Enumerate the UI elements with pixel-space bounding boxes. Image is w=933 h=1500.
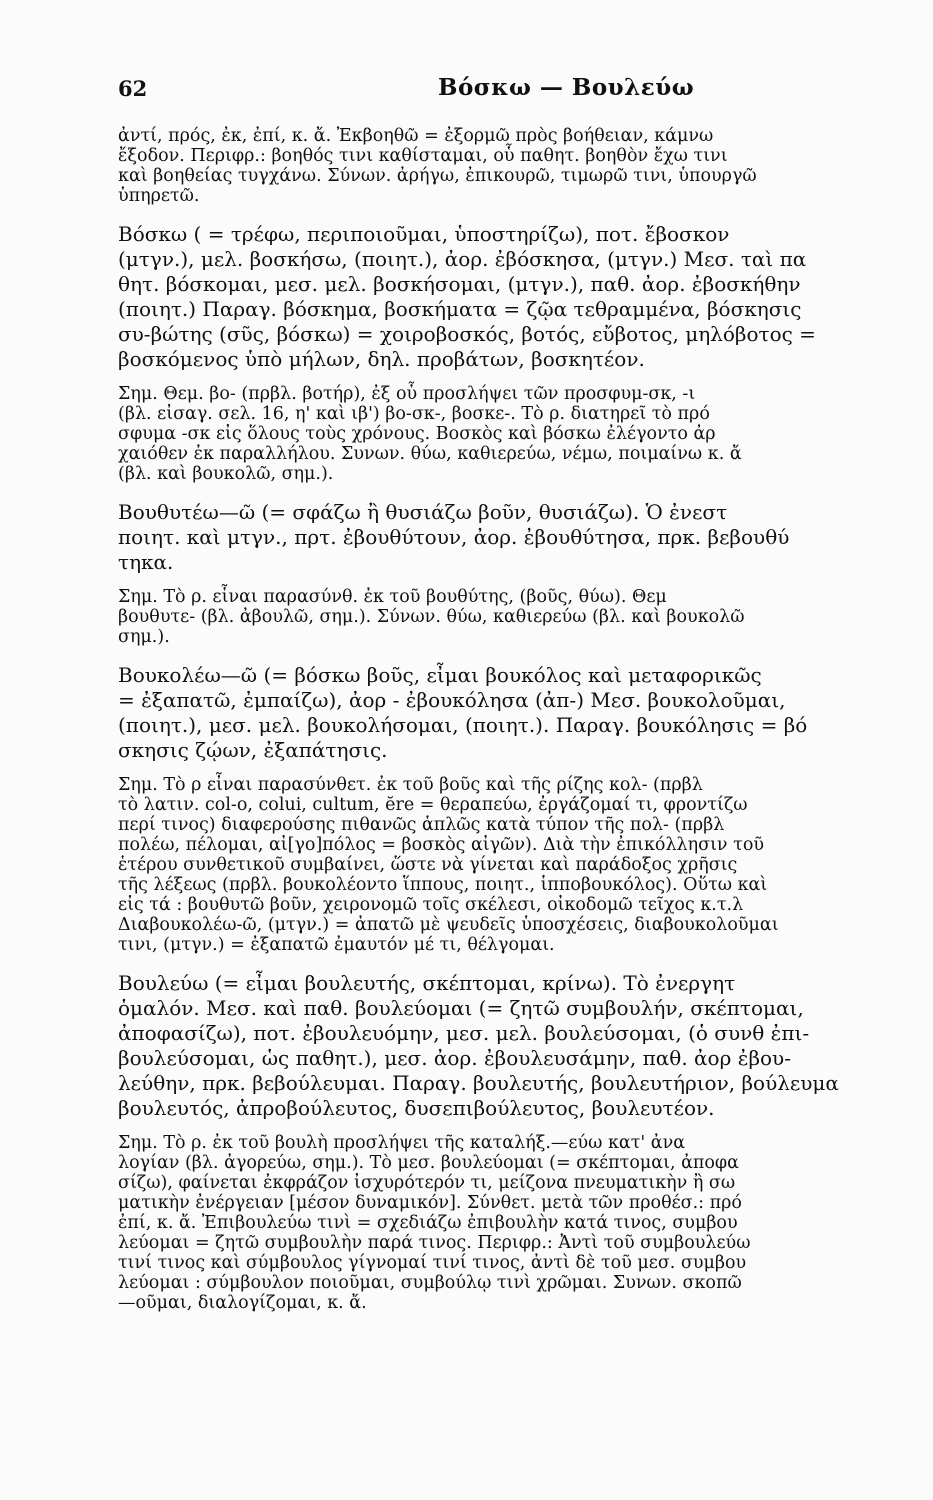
entry-note — [118, 126, 933, 206]
text-line: Βουθυτέω—ῶ (= σφάζω ἢ θυσιάζω βοῦν, θυσιάζω). Ὁ ἐνεστ — [118, 500, 728, 524]
text-line: βουλευτός, ἀπροβούλευτος, δυσεπιβούλευτος, βουλευτέον. — [118, 1096, 715, 1120]
spacer — [118, 484, 933, 500]
text-line: ὑπηρετῶ. — [118, 186, 200, 206]
text-line: λεύομαι : σύμβουλον ποιοῦμαι, συμβούλῳ τινὶ χρῶμαι. Συνων. σκοπῶ — [118, 1273, 742, 1293]
text-line: σφυμα -σκ εἰς ὅλους τοὺς χρόνους. Βοσκὸς καὶ βόσκω ἐλέγοντο ἀρ — [118, 424, 716, 444]
text-line: Βουλεύω (= εἶμαι βουλευτής, σκέπτομαι, κρίνω). Τὸ ἐνεργητ — [118, 971, 736, 995]
text-line: Σημ. Τὸ ρ εἶναι παρασύνθετ. ἐκ τοῦ βοῦς καὶ τῆς ρίζης κολ- (πρβλ — [118, 775, 703, 795]
text-line: τινι, (μτγν.) = ἐξαπατῶ ἐμαυτόν μέ τι, θέλγομαι. — [118, 935, 555, 955]
text-line: τινί τινος καὶ σύμβουλος γίγνομαί τινί τινος, ἀντὶ δὲ τοῦ μεσ. συμβου — [118, 1253, 747, 1273]
text-line: καὶ βοηθείας τυγχάνω. Σύνων. ἀρήγω, ἐπικουρῶ, τιμωρῶ τινι, ὑπουργῶ — [118, 166, 757, 186]
text-line: λεύθην, πρκ. βεβούλευμαι. Παραγ. βουλευτής, βουλευτήριον, βούλευμα — [118, 1071, 839, 1095]
text-line: τὸ λατιν. col-o, colui, cultum, ĕre = θεραπεύω, ἐργάζομαί τι, φροντίζω — [118, 795, 748, 815]
spacer — [118, 763, 933, 775]
spacer — [118, 575, 933, 587]
entry-note — [118, 1133, 933, 1313]
text-line: εἰς τά : βουθυτῶ βοῦν, χειρονομῶ τοῖς σκέλεσι, οἰκοδομῶ τεῖχος κ.τ.λ — [118, 895, 744, 915]
dictionary-entry — [118, 971, 933, 1121]
page-header — [118, 70, 933, 110]
text-line: περί τινος) διαφερούσης πιθανῶς ἁπλῶς κατὰ τύπον τῆς πολ- (πρβλ — [118, 815, 725, 835]
text-line: (ποιητ.) Παραγ. βόσκημα, βοσκήματα = ζῷα τεθραμμένα, βόσκησις — [118, 297, 802, 321]
text-line: ἀντί, πρός, ἐκ, ἐπί, κ. ἄ. Ἐκβοηθῶ = ἐξορμῶ πρὸς βοήθειαν, κάμνω — [118, 126, 714, 146]
dictionary-entry — [118, 500, 933, 575]
text-line: συ-βώτης (σῦς, βόσκω) = χοιροβοσκός, βοτός, εὔβοτος, μηλόβοτος = — [118, 322, 816, 346]
text-line: λεύομαι = ζητῶ συμβουλὴν παρά τινος. Περιφρ.: Ἀντὶ τοῦ συμβουλεύω — [118, 1233, 751, 1253]
text-line: ἀποφασίζω), ποτ. ἐβουλευόμην, μεσ. μελ. βουλεύσομαι, (ὁ συνθ ἐπι- — [118, 1021, 810, 1045]
text-line: βουθυτε- (βλ. ἀβουλῶ, σημ.). Σύνων. θύω, καθιερεύω (βλ. καὶ βουκολῶ — [118, 607, 745, 627]
text-line: τηκα. — [118, 550, 174, 574]
text-line: σημ.). — [118, 627, 170, 647]
spacer — [118, 1121, 933, 1133]
text-line: Σημ. Τὸ ρ. ἐκ τοῦ βουλὴ προσλήψει τῆς καταλήξ.—εύω κατ' ἀνα — [118, 1133, 686, 1153]
spacer — [118, 647, 933, 663]
text-line: (μτγν.), μελ. βοσκήσω, (ποιητ.), ἀορ. ἐβόσκησα, (μτγν.) Μεσ. ταὶ πα — [118, 247, 807, 271]
spacer — [118, 206, 933, 222]
text-line: λογίαν (βλ. ἀγορεύω, σημ.). Τὸ μεσ. βουλεύομαι (= σκέπτομαι, ἀποφα — [118, 1153, 739, 1173]
text-line: (βλ. καὶ βουκολῶ, σημ.). — [118, 464, 334, 484]
spacer — [118, 955, 933, 971]
text-line: βουλεύσομαι, ὡς παθητ.), μεσ. ἀορ. ἐβουλευσάμην, παθ. ἀορ ἐβου- — [118, 1046, 791, 1070]
running-title: Βόσκω — Βουλεύω — [438, 74, 695, 101]
text-line: ἑτέρου συνθετικοῦ συμβαίνει, ὥστε νὰ γίνεται καὶ παράδοξος χρῆσις — [118, 855, 738, 875]
text-line: ματικὴν ἐνέργειαν [μέσον δυναμικόν]. Σύνθετ. μετὰ τῶν προθέσ.: πρό — [118, 1193, 742, 1213]
text-line: ὁμαλόν. Μεσ. καὶ παθ. βουλεύομαι (= ζητῶ συμβουλήν, σκέπτομαι, — [118, 996, 804, 1020]
text-line: σκησις ζῴων, ἐξαπάτησις. — [118, 738, 388, 762]
text-line: (βλ. εἰσαγ. σελ. 16, η' καὶ ιβ') βο-σκ-, βοσκε-. Τὸ ρ. διατηρεῖ τὸ πρό — [118, 404, 710, 424]
entry-note — [118, 384, 933, 484]
text-line: Βόσκω ( = τρέφω, περιποιοῦμαι, ὑποστηρίζω), ποτ. ἔβοσκον — [118, 222, 730, 246]
text-line: χαιόθεν ἐκ παραλλήλου. Συνων. θύω, καθιερεύω, νέμω, ποιμαίνω κ. ἄ — [118, 444, 742, 464]
text-line: πολέω, πέλομαι, αἰ[γο]πόλος = βοσκὸς αἰγῶν). Διὰ τὴν ἐπικόλλησιν τοῦ — [118, 835, 764, 855]
text-line: —οῦμαι, διαλογίζομαι, κ. ἄ. — [118, 1293, 367, 1313]
text-line: Βουκολέω—ῶ (= βόσκω βοῦς, εἶμαι βουκόλος καὶ μεταφορικῶς — [118, 663, 762, 687]
page-body — [118, 126, 933, 1313]
dictionary-entry — [118, 663, 933, 763]
text-line: σίζω), φαίνεται ἐκφράζον ἰσχυρότερόν τι, μείζονα πνευματικὴν ἢ σω — [118, 1173, 736, 1193]
entry-note — [118, 587, 933, 647]
text-line: = ἐξαπατῶ, ἐμπαίζω), ἀορ - ἐβουκόλησα (ἀπ-) Μεσ. βουκολοῦμαι, — [118, 688, 786, 712]
spacer — [118, 372, 933, 384]
page-number: 62 — [118, 76, 148, 101]
text-line: ἔξοδον. Περιφρ.: βοηθός τινι καθίσταμαι, οὗ παθητ. βοηθὸν ἔχω τινι — [118, 146, 728, 166]
entry-note — [118, 775, 933, 955]
text-line: (ποιητ.), μεσ. μελ. βουκολήσομαι, (ποιητ.). Παραγ. βουκόλησις = βό — [118, 713, 808, 737]
text-line: Διαβουκολέω-ῶ, (μτγν.) = ἀπατῶ μὲ ψευδεῖς ὑποσχέσεις, διαβουκολοῦμαι — [118, 915, 779, 935]
text-line: βοσκόμενος ὑπὸ μήλων, δηλ. προβάτων, βοσκητέον. — [118, 347, 645, 371]
text-line: Σημ. Τὸ ρ. εἶναι παρασύνθ. ἐκ τοῦ βουθύτης, (βοῦς, θύω). Θεμ — [118, 587, 667, 607]
dictionary-entry — [118, 222, 933, 372]
text-line: ποιητ. καὶ μτγν., πρτ. ἐβουθύτουν, ἀορ. ἐβουθύτησα, πρκ. βεβουθύ — [118, 525, 790, 549]
text-line: τῆς λέξεως (πρβλ. βουκολέοντο ἵππους, ποιητ., ἱπποβουκόλος). Οὕτω καὶ — [118, 875, 768, 895]
text-line: θητ. βόσκομαι, μεσ. μελ. βοσκήσομαι, (μτγν.), παθ. ἀορ. ἐβοσκήθην — [118, 272, 801, 296]
text-line: Σημ. Θεμ. βο- (πρβλ. βοτήρ), ἐξ οὗ προσλήψει τῶν προσφυμ-σκ, -ι — [118, 384, 696, 404]
text-line: ἐπί, κ. ἄ. Ἐπιβουλεύω τινὶ = σχεδιάζω ἐπιβουλὴν κατά τινος, συμβου — [118, 1213, 738, 1233]
